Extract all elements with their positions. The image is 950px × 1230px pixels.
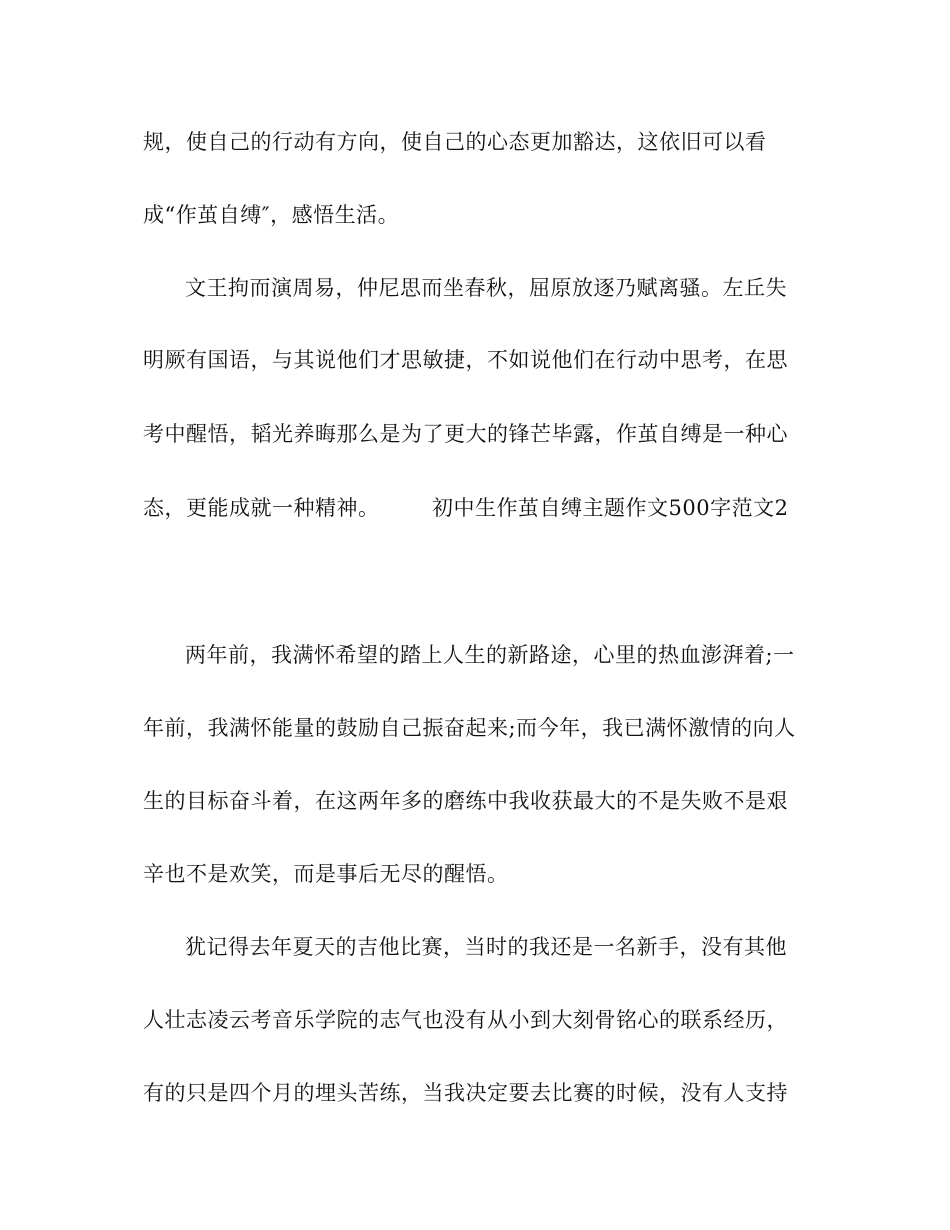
paragraph-line: 规，使自己的行动有方向，使自己的心态更加豁达，这依旧可以看 [143, 130, 767, 154]
paragraph-line: 态，更能成就一种精神。 [143, 496, 380, 520]
paragraph-line: 有的只是四个月的埋头苦练，当我决定要去比赛的时候，没有人支持 [143, 1081, 788, 1105]
paragraph-line: 明厥有国语，与其说他们才思敏捷，不如说他们在行动中思考，在思 [143, 348, 788, 372]
paragraph-line: 两年前，我满怀希望的踏上人生的新路途，心里的热血澎湃着;一 [185, 643, 795, 667]
section-heading: 初中生作茧自缚主题作文500字范文2 [432, 496, 789, 520]
paragraph-line: 辛也不是欢笑，而是事后无尽的醒悟。 [143, 862, 509, 886]
paragraph-line: 年前，我满怀能量的鼓励自己振奋起来;而今年，我已满怀激情的向人 [143, 716, 796, 740]
paragraph-line: 文王拘而演周易，仲尼思而坐春秋，屈原放逐乃赋离骚。左丘失 [185, 276, 787, 300]
paragraph-line: 人壮志凌云考音乐学院的志气也没有从小到大刻骨铭心的联系经历， [143, 1008, 788, 1032]
paragraph-line: 成“作茧自缚″，感悟生活。 [143, 203, 400, 227]
paragraph-line: 考中醒悟，韬光养晦那么是为了更大的锋芒毕露，作茧自缚是一种心 [143, 422, 788, 446]
paragraph-line: 犹记得去年夏天的吉他比赛，当时的我还是一名新手，没有其他 [185, 935, 787, 959]
paragraph-line: 生的目标奋斗着，在这两年多的磨练中我收获最大的不是失败不是艰 [143, 789, 788, 813]
